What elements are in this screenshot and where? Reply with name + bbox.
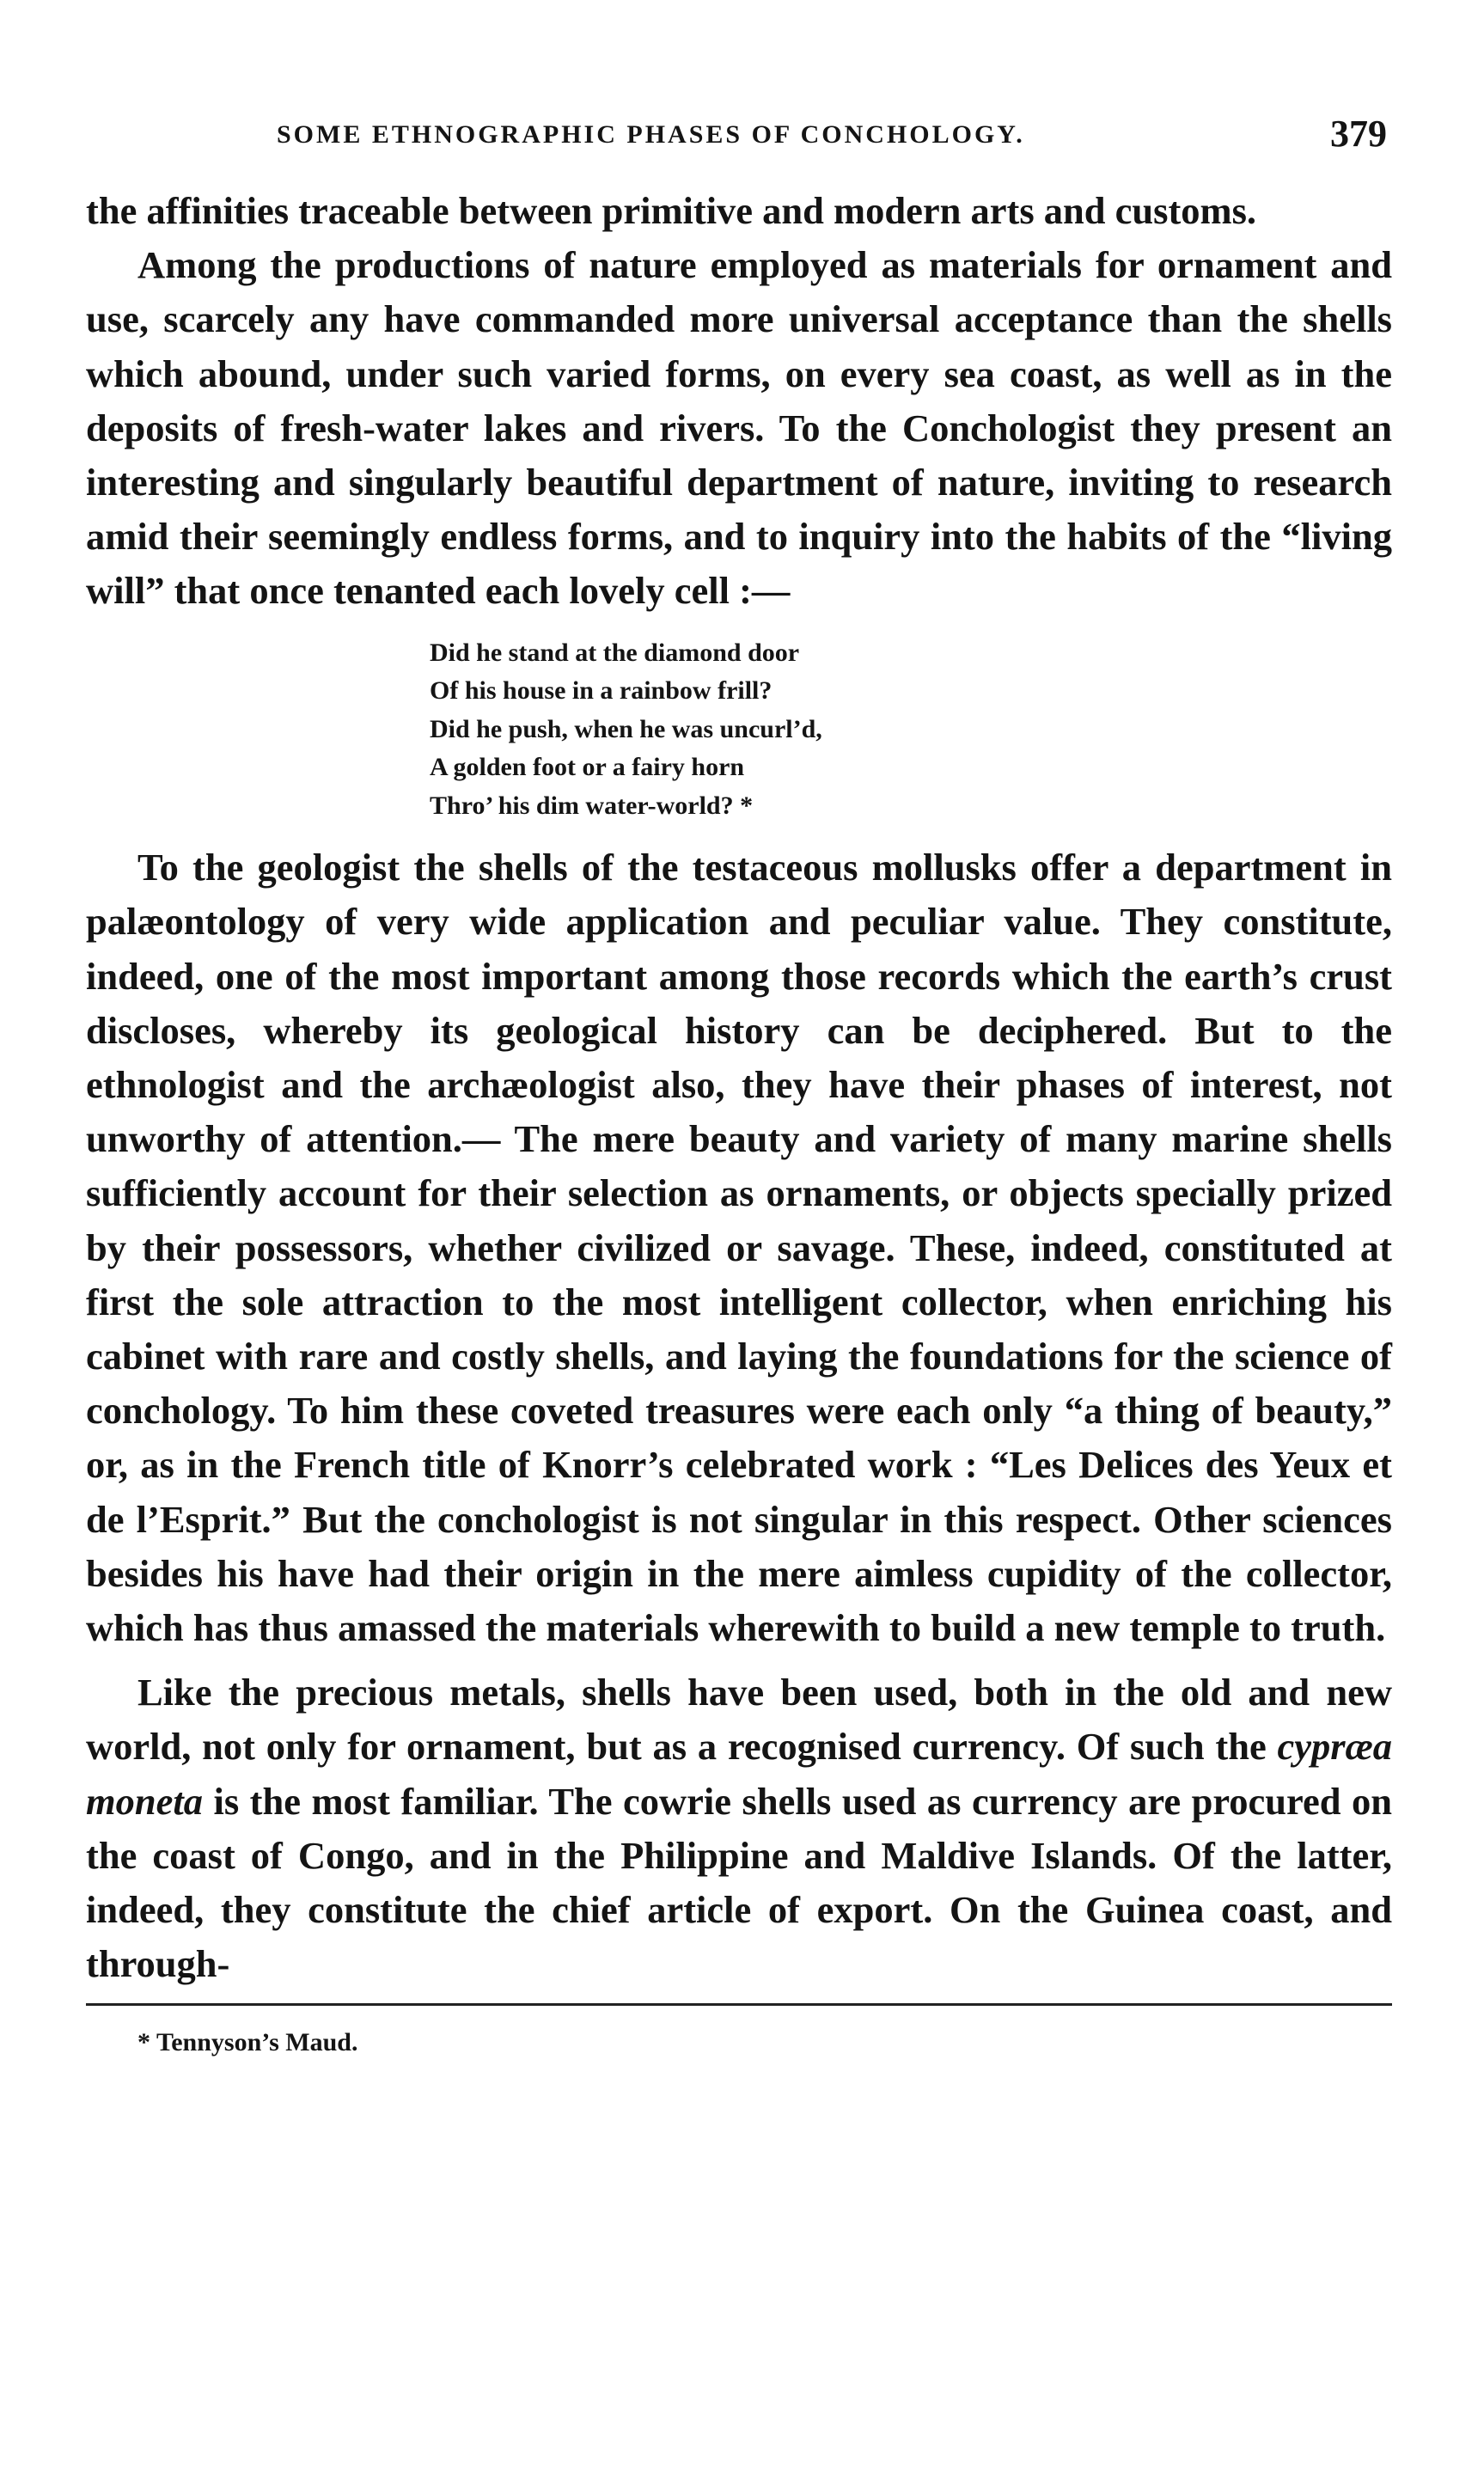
paragraph-continuation: the affinities traceable between primitive and modern arts and customs. bbox=[86, 189, 1257, 232]
poem-line: Of his house in a rainbow frill? bbox=[430, 676, 773, 706]
paragraph-shells-intro: Among the productions of nature employed as materials for ornament and use, scarcely any have commanded more universal acceptance than the shells which abound, under such varied forms, on every sea coast, as well as in the deposits of fresh-water lakes and rivers. To the Conchologist they present an interesting and singularly beautiful department of nature, inviting to research amid their seemingly endless forms, and to inquiry into the habits of the “living will” that once tenanted each lovely cell :— bbox=[86, 243, 1392, 613]
footnote: * Tennyson’s Maud. bbox=[137, 2028, 358, 2057]
paragraph-geologist: To the geologist the shells of the testaceous mollusks offer a department in palæontology of very wide application and peculiar value. They constitute, indeed, one of the most important among those records which the earth’s crust discloses, whereby its geological history can be deciphered. But to the ethnologist and the archæologist also, they have their phases of interest, not unworthy of attention.— The mere beauty and variety of many marine shells sufficiently account for their selection as ornaments, or objects specially prized by their possessors, whether civilized or savage. These, indeed, constituted at first the sole attraction to the most intelligent collector, when enriching his cabinet with rare and costly shells, and laying the foundations for the science of conchology. To him these coveted treasures were each only “a thing of beauty,” or, as in the French title of Knorr’s celebrated work : “Les Delices des Yeux et de l’Esprit.” But the conchologist is not singular in this respect. Other sciences besides his have had their origin in the mere aimless cupidity of the collector, which has thus amassed the materials wherewith to build a new temple to truth. bbox=[86, 846, 1392, 1649]
paragraph-currency-part2: is the most familiar. The cowrie shells used as currency are procured on the coast of Congo, and in the Philippine and Maldive Islands. Of the latter, indeed, they constitute the chief article of export. On the Guinea coast, and through- bbox=[86, 1779, 1392, 1986]
poem-line: Did he push, when he was uncurl’d, bbox=[430, 714, 822, 743]
poem-line: A golden foot or a fairy horn bbox=[430, 753, 745, 782]
footnote-rule bbox=[86, 2003, 1392, 2006]
body-text bbox=[86, 184, 1392, 1991]
page-number: 379 bbox=[1330, 113, 1387, 155]
poem-line: Did he stand at the diamond door bbox=[430, 638, 800, 667]
poem-line: Thro’ his dim water-world? * bbox=[430, 791, 754, 820]
poem-quotation bbox=[430, 634, 1392, 826]
running-title: SOME ETHNOGRAPHIC PHASES OF CONCHOLOGY. bbox=[277, 120, 1025, 149]
species-name: cypræa moneta bbox=[86, 1725, 1392, 1823]
running-head bbox=[86, 112, 1392, 172]
page bbox=[86, 112, 1392, 2057]
paragraph-currency-part1: Like the precious metals, shells have been used, both in the old and new world, not only for ornament, but as a recognised currency. Of such the bbox=[86, 1671, 1392, 1769]
paragraph-currency bbox=[86, 1665, 1392, 1991]
